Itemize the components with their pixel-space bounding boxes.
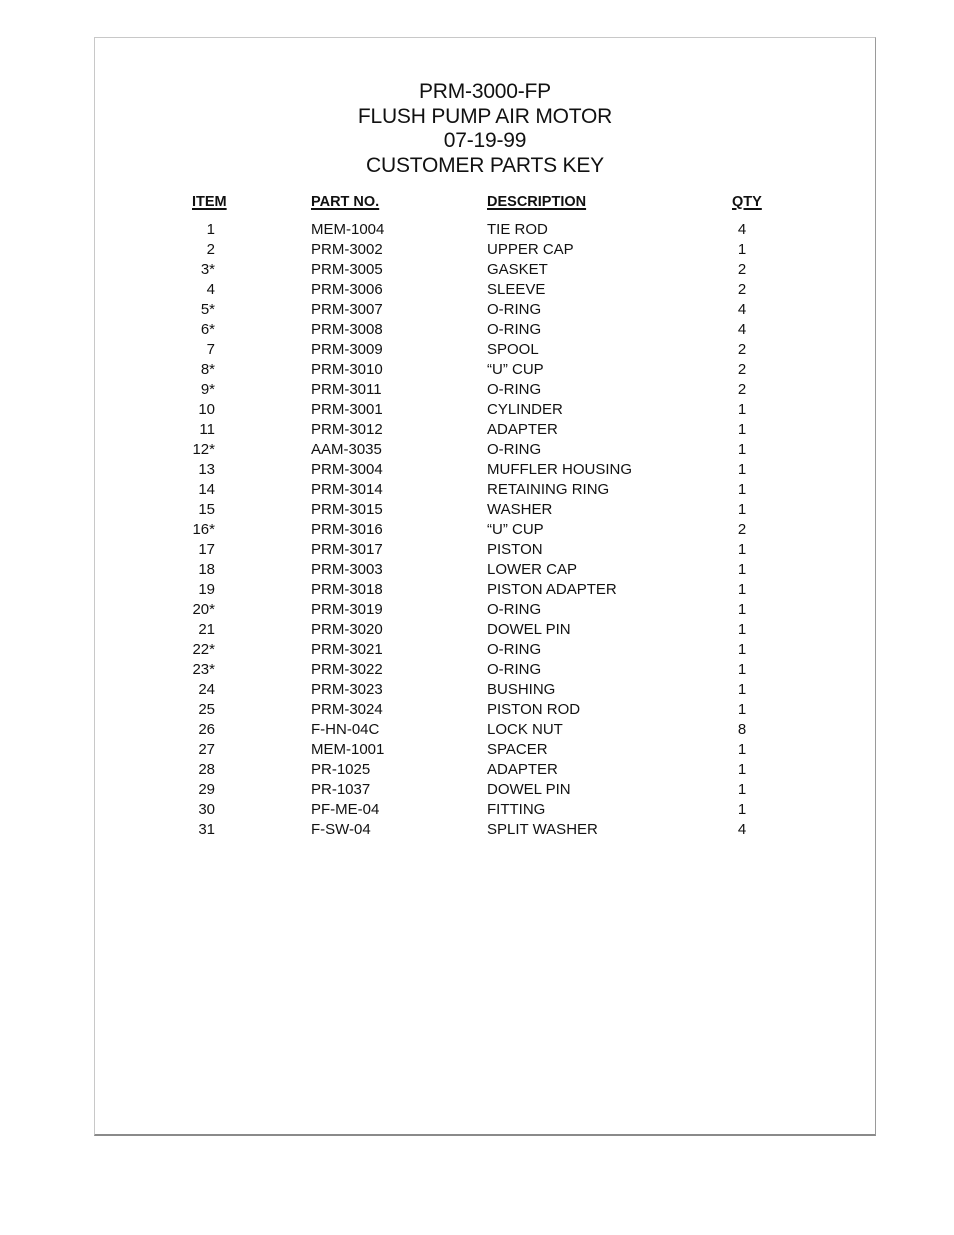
part-number-cell: F-SW-04 [311,821,371,838]
table-row [95,620,875,640]
item-cell: 2 [206,241,215,258]
part-number-cell: PRM-3020 [311,621,383,638]
table-row [95,800,875,820]
part-number-cell: MEM-1004 [311,221,385,238]
quantity-cell: 2 [737,361,747,378]
table-row [95,660,875,680]
description-cell: SLEEVE [487,281,546,298]
item-cell: 23* [192,661,215,678]
quantity-cell: 1 [737,801,747,818]
part-number-cell: PRM-3016 [311,521,383,538]
part-number-cell: PRM-3010 [311,361,383,378]
table-row [95,500,875,520]
part-number-cell: PRM-3012 [311,421,383,438]
table-row [95,780,875,800]
description-cell: DOWEL PIN [487,621,571,638]
description-cell: DOWEL PIN [487,781,571,798]
quantity-cell: 2 [737,381,747,398]
part-number-cell: PRM-3003 [311,561,383,578]
description-cell: ADAPTER [487,761,558,778]
description-cell: O-RING [487,441,542,458]
item-cell: 26 [198,721,215,738]
item-cell: 24 [198,681,215,698]
item-cell: 9* [200,381,215,398]
table-row [95,380,875,400]
item-cell: 25 [198,701,215,718]
item-cell: 31 [198,821,215,838]
description-cell: SPLIT WASHER [487,821,598,838]
table-row [95,700,875,720]
item-cell: 22* [192,641,215,658]
table-row [95,760,875,780]
description-cell: PISTON [487,541,543,558]
part-number-cell: AAM-3035 [311,441,382,458]
quantity-cell: 1 [737,461,747,478]
part-number-cell: PF-ME-04 [311,801,380,818]
part-number-cell: PRM-3014 [311,481,383,498]
item-cell: 4 [206,281,215,298]
description-cell: O-RING [487,601,542,618]
part-number-cell: PRM-3005 [311,261,383,278]
item-cell: 13 [198,461,215,478]
quantity-cell: 1 [737,761,747,778]
part-number-cell: MEM-1001 [311,741,385,758]
table-row [95,600,875,620]
column-header-qty: QTY [732,194,762,210]
part-number-cell: PRM-3007 [311,301,383,318]
part-number-cell: PRM-3009 [311,341,383,358]
column-header-description: DESCRIPTION [487,194,587,210]
part-number-cell: PRM-3011 [311,381,382,398]
part-number-cell: PR-1025 [311,761,371,778]
item-cell: 21 [198,621,215,638]
quantity-cell: 8 [737,721,747,738]
quantity-cell: 2 [737,261,747,278]
description-cell: O-RING [487,661,542,678]
description-cell: PISTON ADAPTER [487,581,617,598]
table-row [95,560,875,580]
table-row [95,580,875,600]
description-cell: SPOOL [487,341,539,358]
description-cell: LOWER CAP [487,561,578,578]
description-cell: PISTON ROD [487,701,581,718]
description-cell: LOCK NUT [487,721,563,738]
description-cell: FITTING [487,801,546,818]
quantity-cell: 2 [737,521,747,538]
description-cell: RETAINING RING [487,481,610,498]
quantity-cell: 2 [737,341,747,358]
quantity-cell: 1 [737,601,747,618]
description-cell: O-RING [487,321,542,338]
item-cell: 29 [198,781,215,798]
table-row [95,520,875,540]
description-cell: “U” CUP [487,521,544,538]
quantity-cell: 1 [737,781,747,798]
quantity-cell: 1 [737,621,747,638]
quantity-cell: 1 [737,561,747,578]
quantity-cell: 4 [737,821,747,838]
column-header-part-no: PART NO. [311,194,380,210]
description-cell: MUFFLER HOUSING [487,461,633,478]
part-number-cell: PRM-3002 [311,241,383,258]
document-type-title: CUSTOMER PARTS KEY [366,153,604,177]
quantity-cell: 1 [737,641,747,658]
part-number-cell: F-HN-04C [311,721,380,738]
quantity-cell: 1 [737,501,747,518]
description-cell: O-RING [487,381,542,398]
table-row [95,720,875,740]
table-row [95,360,875,380]
table-row [95,240,875,260]
quantity-cell: 1 [737,541,747,558]
description-cell: CYLINDER [487,401,563,418]
column-header-item: ITEM [192,194,227,210]
table-row [95,340,875,360]
item-cell: 28 [198,761,215,778]
description-cell: “U” CUP [487,361,544,378]
table-row [95,400,875,420]
part-number-cell: PRM-3024 [311,701,383,718]
quantity-cell: 1 [737,421,747,438]
item-cell: 7 [206,341,215,358]
table-row [95,480,875,500]
table-row [95,220,875,240]
part-number-cell: PRM-3018 [311,581,383,598]
part-number-cell: PRM-3008 [311,321,383,338]
description-cell: BUSHING [487,681,556,698]
description-cell: TIE ROD [487,221,548,238]
table-row [95,420,875,440]
quantity-cell: 4 [737,221,747,238]
item-cell: 14 [198,481,215,498]
part-number-cell: PRM-3023 [311,681,383,698]
part-number-cell: PR-1037 [311,781,371,798]
quantity-cell: 1 [737,401,747,418]
part-number-cell: PRM-3004 [311,461,383,478]
part-number-title: PRM-3000-FP [418,80,551,103]
item-cell: 17 [198,541,215,558]
item-cell: 20* [192,601,215,618]
quantity-cell: 1 [737,741,747,758]
quantity-cell: 1 [737,581,747,598]
table-row [95,540,875,560]
quantity-cell: 4 [737,321,747,338]
item-cell: 16* [192,521,215,538]
document-page [94,37,876,1136]
title-block [95,80,875,178]
description-cell: UPPER CAP [487,241,574,258]
parts-table [95,220,875,840]
product-name-title: FLUSH PUMP AIR MOTOR [357,104,613,128]
table-row [95,440,875,460]
item-cell: 18 [198,561,215,578]
date-title: 07-19-99 [443,129,527,152]
quantity-cell: 1 [737,661,747,678]
description-cell: GASKET [487,261,548,278]
part-number-cell: PRM-3015 [311,501,383,518]
item-cell: 5* [200,301,215,318]
item-cell: 3* [200,261,215,278]
part-number-cell: PRM-3006 [311,281,383,298]
quantity-cell: 1 [737,241,747,258]
item-cell: 8* [200,361,215,378]
table-row [95,280,875,300]
quantity-cell: 1 [737,701,747,718]
part-number-cell: PRM-3021 [311,641,383,658]
quantity-cell: 1 [737,681,747,698]
table-row [95,820,875,840]
quantity-cell: 1 [737,441,747,458]
description-cell: O-RING [487,641,542,658]
part-number-cell: PRM-3019 [311,601,383,618]
item-cell: 11 [199,421,215,438]
table-row [95,460,875,480]
part-number-cell: PRM-3017 [311,541,383,558]
part-number-cell: PRM-3022 [311,661,383,678]
item-cell: 30 [198,801,215,818]
quantity-cell: 4 [737,301,747,318]
item-cell: 10 [198,401,215,418]
quantity-cell: 2 [737,281,747,298]
table-row [95,300,875,320]
item-cell: 6* [200,321,215,338]
item-cell: 19 [198,581,215,598]
part-number-cell: PRM-3001 [311,401,383,418]
item-cell: 27 [198,741,215,758]
item-cell: 12* [192,441,215,458]
quantity-cell: 1 [737,481,747,498]
table-row [95,320,875,340]
item-cell: 15 [198,501,215,518]
description-cell: O-RING [487,301,542,318]
table-row [95,740,875,760]
description-cell: ADAPTER [487,421,558,438]
table-row [95,640,875,660]
item-cell: 1 [206,221,215,238]
description-cell: SPACER [487,741,548,758]
table-row [95,680,875,700]
description-cell: WASHER [487,501,553,518]
table-row [95,260,875,280]
